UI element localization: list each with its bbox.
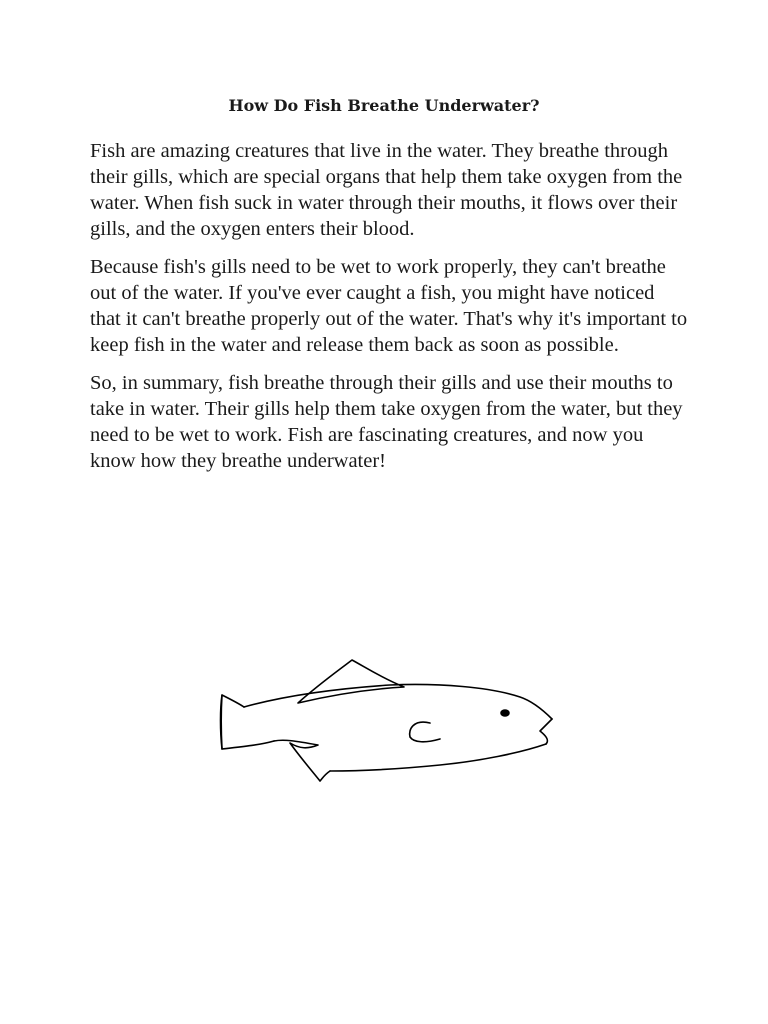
- paragraph-summary: So, in summary, fish breathe through their gills and use their mouths to take in water. Their gills help them take oxygen from the water, but they need to be wet to work. Fish are fascinating creatures, and now you know how they breathe underwater!: [90, 372, 683, 472]
- tail-fin: [221, 695, 275, 749]
- article-body: [90, 138, 690, 486]
- tail-inner-line: [221, 695, 222, 749]
- fish-belly: [330, 744, 546, 771]
- paragraph-intro: Fish are amazing creatures that live in the water. They breathe through their gills, which are special organs that help them take oxygen from the water. When fish suck in water through their mouths, it flows over their gills, and the oxygen enters their blood.: [90, 140, 683, 240]
- dorsal-fin: [298, 660, 404, 703]
- fish-mouth: [540, 719, 552, 744]
- fish-eye: [501, 710, 509, 716]
- pelvic-fin: [274, 740, 330, 781]
- fish-icon: [200, 645, 570, 795]
- gill-line: [410, 722, 440, 742]
- page-title: How Do Fish Breathe Underwater?: [228, 96, 540, 115]
- paragraph-out-of-water: Because fish's gills need to be wet to work properly, they can't breathe out of the water. If you've ever caught a fish, you might have noticed that it can't breathe properly out of the water. That's why it's important to keep fish in the water and release them back as soon as possible.: [90, 256, 688, 356]
